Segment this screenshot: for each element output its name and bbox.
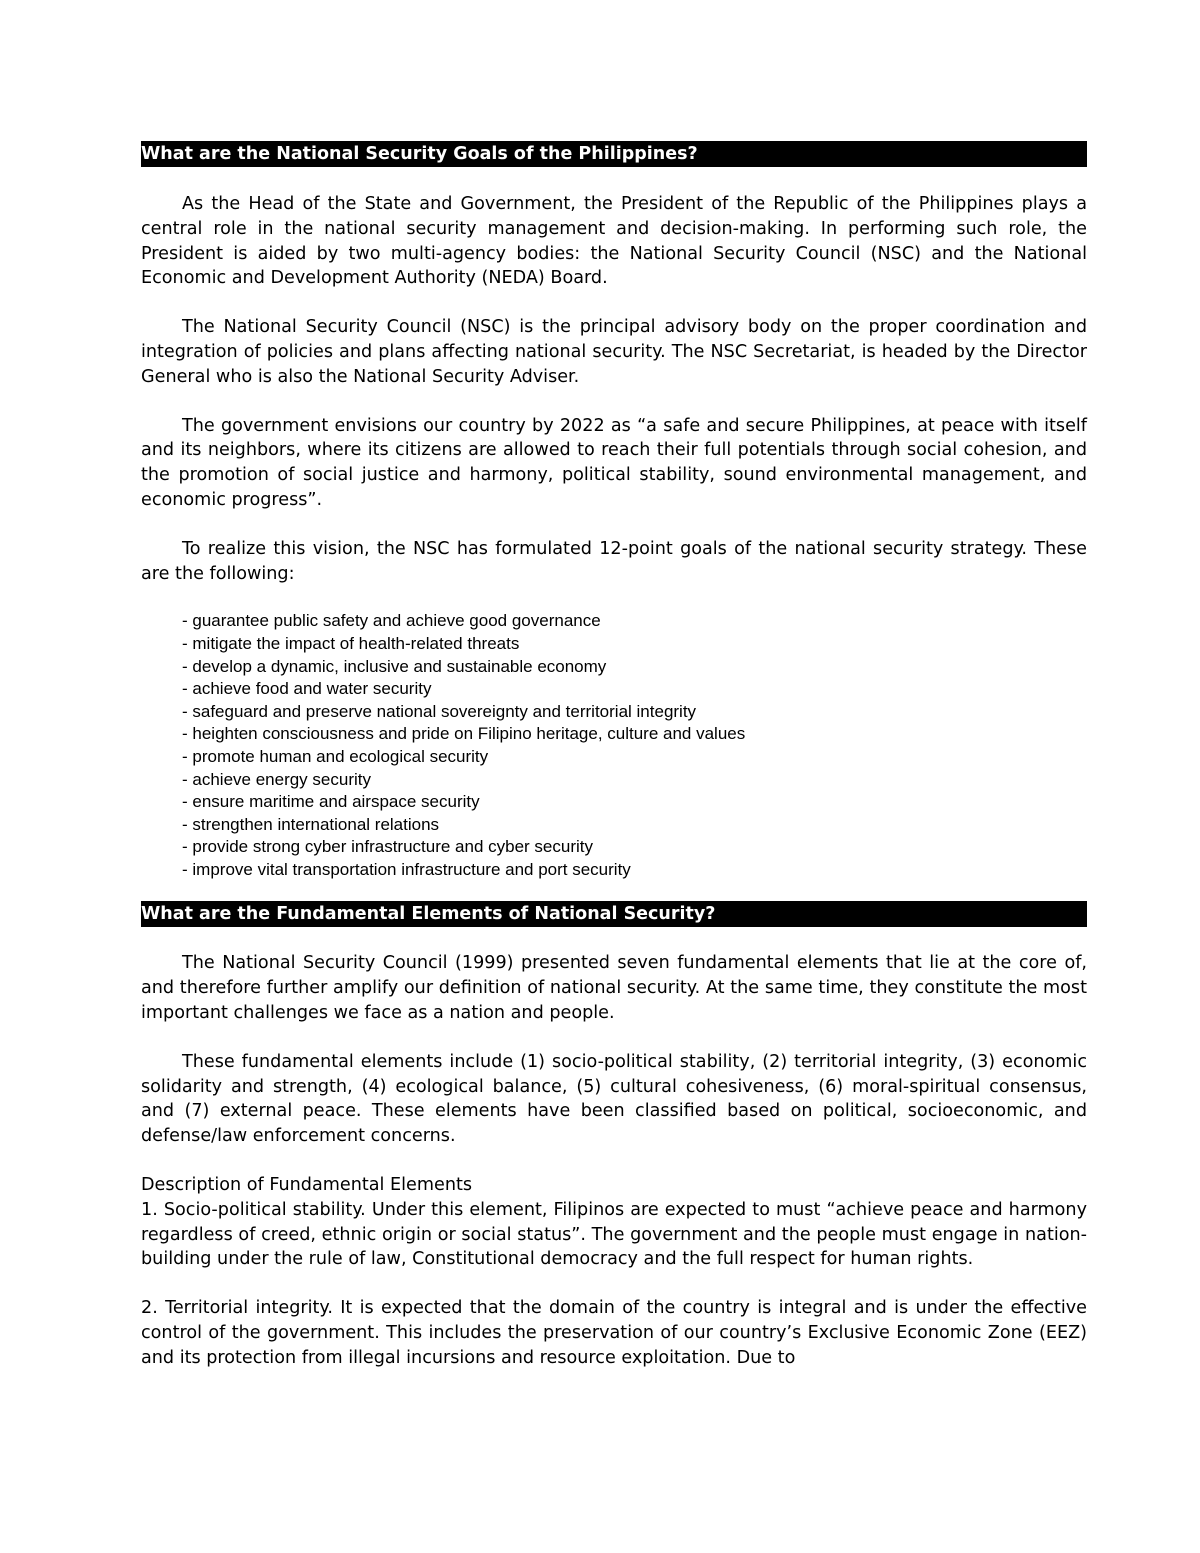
paragraph-seven-elements-intro: The National Security Council (1999) presented seven fundamental elements that lie at the core of, and therefore further amplify our definition of national security. At the same time, they constitute the most important challenges we face as a nation and people.: [141, 953, 1087, 1024]
list-item: - mitigate the impact of health-related threats: [182, 633, 520, 653]
list-item: - guarantee public safety and achieve good governance: [182, 611, 601, 631]
paragraph-elements-enumeration: These fundamental elements include (1) socio-political stability, (2) territorial integrity, (3) economic solidarity and strength, (4) ecological balance, (5) cultural cohesiveness, (6) moral-spiritual consensus, and (7) external peace. These elements have been classified based on political, socioeconomic, and defense/law enforcement concerns.: [141, 1051, 1087, 1147]
list-item: - provide strong cyber infrastructure and cyber security: [182, 837, 594, 857]
paragraph-nsc-description: The National Security Council (NSC) is the principal advisory body on the proper coordination and integration of policies and plans affecting national security. The NSC Secretariat, is headed by the Director General who is also the National Security Adviser.: [141, 317, 1087, 387]
section-heading-security-goals: What are the National Security Goals of the Philippines?: [141, 141, 1087, 167]
list-item: - improve vital transportation infrastructure and port security: [182, 859, 631, 879]
list-item: - strengthen international relations: [182, 814, 440, 834]
document-page: [141, 141, 1087, 1371]
goals-list: [141, 610, 1087, 881]
paragraph-twelve-point-goals: To realize this vision, the NSC has formulated 12-point goals of the national security strategy. These are the following:: [141, 538, 1087, 584]
element-territorial-integrity: 2. Territorial integrity. It is expected that the domain of the country is integral and is under the effective control of the government. This includes the preservation of our country’s Exclusive Economic Zone (EEZ) and its protection from illegal incursions and resource exploitation. Due to: [141, 1298, 1087, 1368]
list-item: - develop a dynamic, inclusive and sustainable economy: [182, 656, 607, 676]
list-item: - achieve energy security: [182, 769, 371, 789]
section-heading-fundamental-elements: What are the Fundamental Elements of National Security?: [141, 901, 1087, 927]
paragraph-vision-2022: The government envisions our country by 2022 as “a safe and secure Philippines, at peace with itself and its neighbors, where its citizens are allowed to reach their full potentials through social cohesion, and the promotion of social justice and harmony, political stability, sound environmental management, and economic progress”.: [141, 415, 1087, 510]
list-item: - ensure maritime and airspace security: [182, 792, 480, 812]
list-item: - achieve food and water security: [182, 679, 432, 699]
list-item: - safeguard and preserve national sovereignty and territorial integrity: [182, 701, 697, 721]
element-socio-political-stability: 1. Socio-political stability. Under this element, Filipinos are expected to must “achieve peace and harmony regardless of creed, ethnic origin or social status”. The government and the people must engage in nation-building under the rule of law, Constitutional democracy and the full respect for human rights.: [141, 1199, 1087, 1270]
list-item: - promote human and ecological security: [182, 746, 489, 766]
description-title: Description of Fundamental Elements: [141, 1175, 473, 1196]
paragraph-president-role: As the Head of the State and Government, the President of the Republic of the Philippines plays a central role in the national security management and decision-making. In performing such role, the President is aided by two multi-agency bodies: the National Security Council (NSC) and the National Economic and Development Authority (NEDA) Board.: [141, 194, 1087, 289]
list-item: - heighten consciousness and pride on Filipino heritage, culture and values: [182, 724, 746, 744]
